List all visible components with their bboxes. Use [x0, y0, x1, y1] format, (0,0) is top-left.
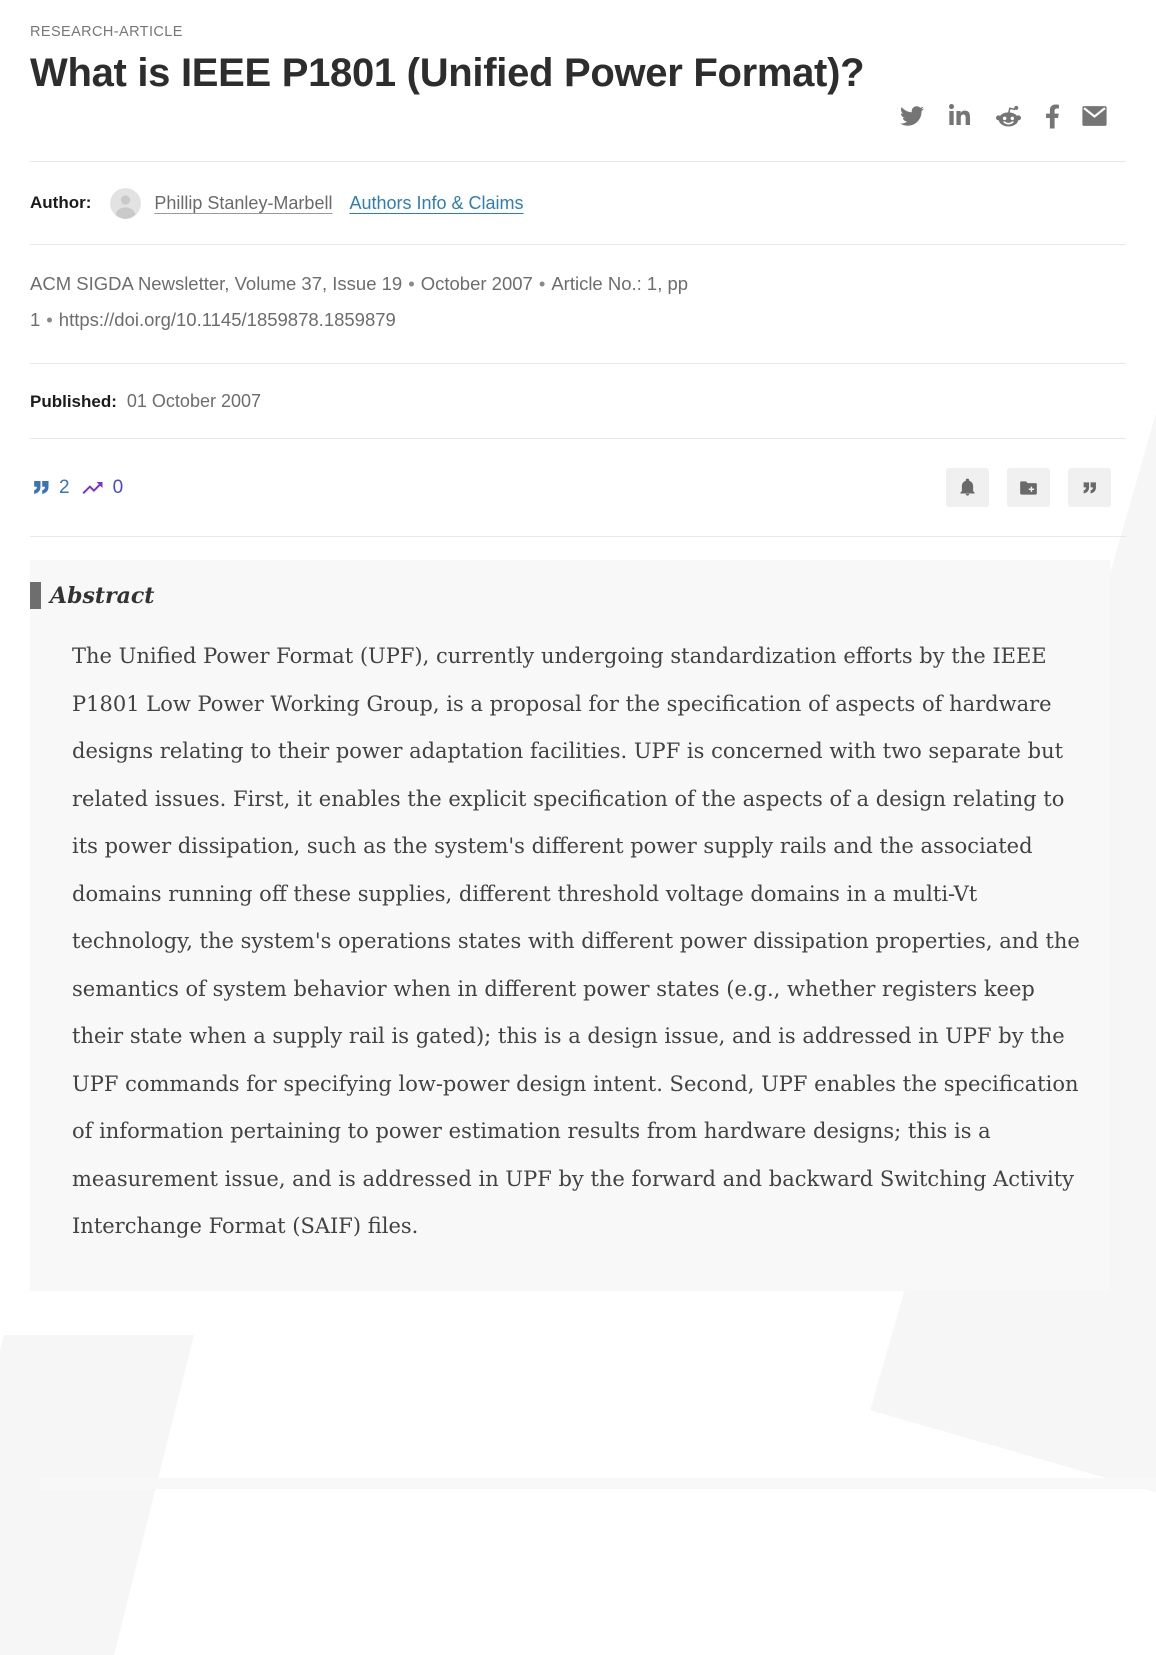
content-type-label: RESEARCH-ARTICLE — [30, 24, 183, 40]
divider — [30, 161, 1126, 162]
page-title: What is IEEE P1801 (Unified Power Format)? — [30, 51, 865, 95]
linkedin-icon[interactable] — [947, 104, 972, 128]
citation-metrics — [30, 476, 123, 500]
bullet-separator: • — [538, 273, 546, 295]
email-icon[interactable] — [1081, 105, 1108, 127]
bell-icon — [958, 477, 977, 498]
trending-up-icon — [79, 476, 106, 500]
publication-info — [30, 266, 775, 338]
author-name-link[interactable]: Phillip Stanley-Marbell — [154, 192, 333, 213]
bullet-separator: • — [408, 273, 415, 295]
alerts-button[interactable] — [946, 468, 989, 507]
folder-plus-icon — [1018, 478, 1039, 498]
author-avatar-icon[interactable] — [110, 188, 141, 219]
article-number: Article No.: 1, pp 1 — [30, 273, 689, 331]
background-watermark — [40, 1478, 1156, 1489]
trend-metric[interactable] — [79, 476, 124, 500]
add-to-collection-button[interactable] — [1007, 468, 1050, 507]
citation-count: 2 — [59, 476, 70, 498]
bullet-separator: • — [46, 309, 53, 331]
metrics-actions-row — [30, 439, 1126, 536]
published-label: Published: — [30, 392, 117, 412]
publication-date: October 2007 — [420, 273, 533, 295]
published-date: 01 October 2007 — [126, 391, 262, 412]
action-buttons — [946, 468, 1111, 507]
cite-button[interactable] — [1068, 468, 1111, 507]
share-bar — [30, 101, 1126, 131]
background-watermark — [0, 1335, 194, 1655]
quote-icon — [1080, 479, 1099, 497]
author-row — [30, 186, 1126, 220]
abstract-text: The Unified Power Format (UPF), currently undergoing standardization efforts by the IEEE P1801 Low Power Working Group, is a proposal for the specification of aspects of hardware designs relating to their power adaptation facilities. UPF is concerned with two separate but related issues. First, it enables the explicit specification of the aspects of a design relating to its power dissipation, such as the system's different power supply rails and the associated domains running off these supplies, different threshold voltage domains in a multi-Vt technology, the system's operations states with different power dissipation properties, and the semantics of system behavior when in different power states (e.g., whether registers keep their state when a supply rail is gated); this is a design issue, and is addressed in UPF by the UPF commands for specifying low-power design intent. Second, UPF enables the specification of information pertaining to power estimation results from hardware designs; this is a measurement issue, and is addressed in UPF by the forward and backward Switching Activity Interchange Format (SAIF) files. — [72, 644, 1080, 1239]
divider — [30, 363, 1126, 364]
abstract-section — [30, 560, 1110, 1291]
twitter-icon[interactable] — [898, 104, 926, 128]
published-row — [30, 391, 1126, 415]
reddit-icon[interactable] — [993, 103, 1024, 130]
divider — [30, 244, 1126, 245]
section-marker — [30, 582, 41, 609]
trend-count: 0 — [112, 476, 124, 498]
authors-info-claims-link[interactable]: Authors Info & Claims — [349, 192, 524, 213]
abstract-heading — [30, 582, 1110, 609]
divider — [30, 536, 1126, 537]
facebook-icon[interactable] — [1045, 104, 1060, 129]
doi-link[interactable]: https://doi.org/10.1145/1859878.1859879 — [58, 309, 396, 331]
citation-metric[interactable] — [30, 477, 70, 499]
quote-icon — [30, 477, 52, 498]
venue-link[interactable]: ACM SIGDA Newsletter, Volume 37, Issue 19 — [30, 273, 403, 295]
author-label: Author: — [30, 193, 92, 213]
abstract-heading-text: Abstract — [50, 582, 155, 609]
